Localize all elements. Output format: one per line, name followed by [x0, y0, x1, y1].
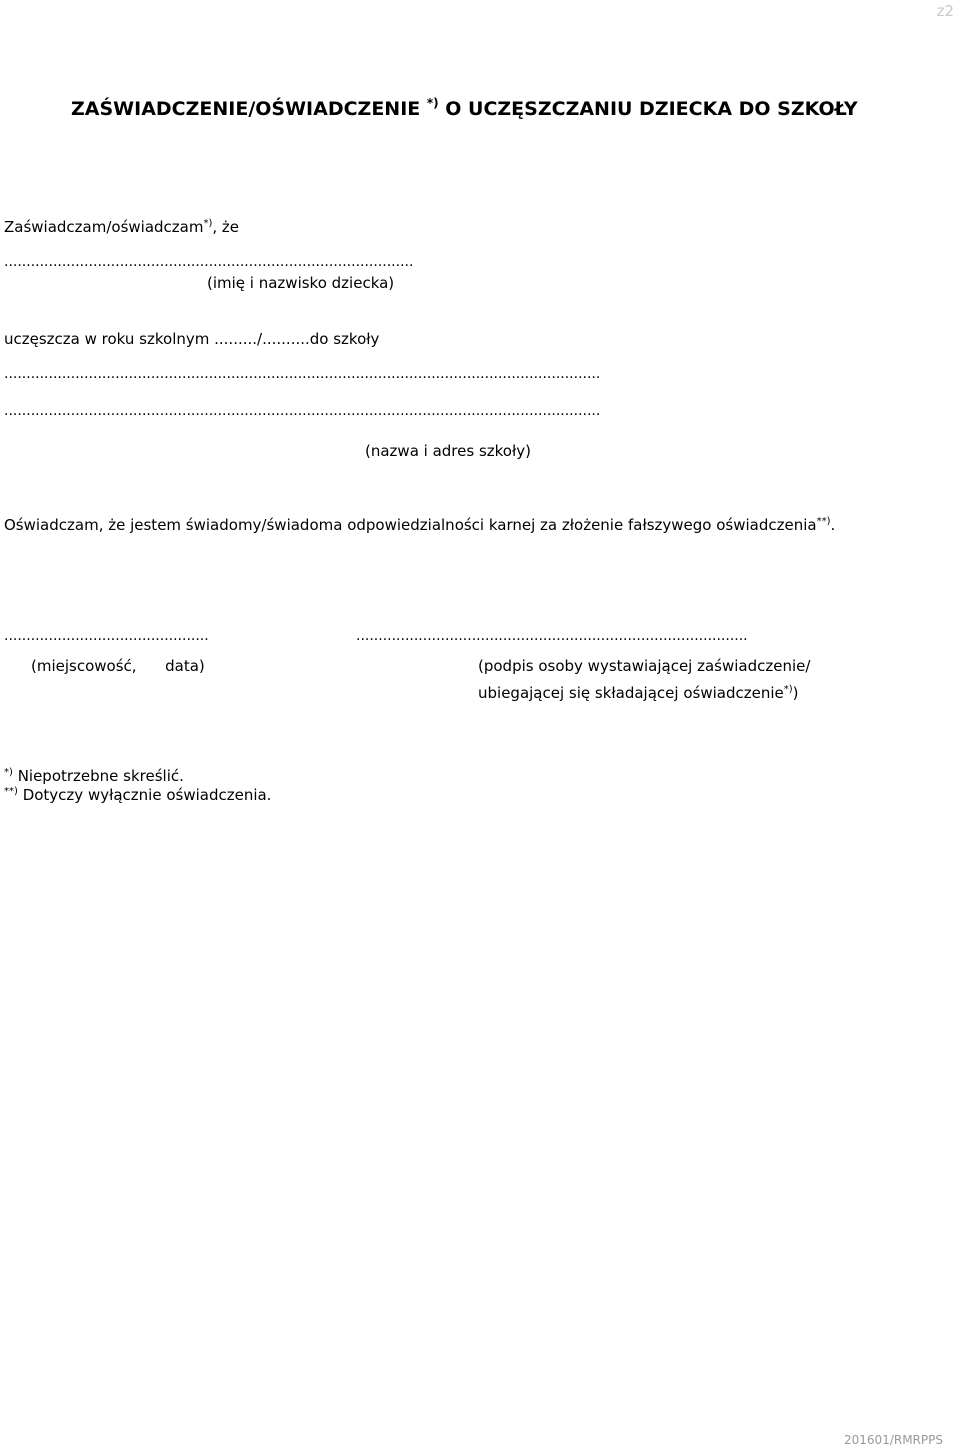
signature-field: ........................................................................................	[356, 628, 748, 644]
declaration-text: Oświadczam, że jestem świadomy/świadoma odpowiedzialności karnej za złożenie fałszywego oświadczenia**).	[4, 516, 836, 534]
signature-caption-line-2: ubiegającej się składającej oświadczenie*))	[478, 684, 799, 702]
school-year-line: uczęszcza w roku szkolnym ........./..........do szkoły	[4, 330, 380, 348]
school-caption: (nazwa i adres szkoły)	[365, 442, 531, 460]
school-field-line-2: ......................................................................................................................................	[4, 403, 601, 419]
school-field-line-1: ......................................................................................................................................	[4, 366, 601, 382]
place-date-field: ..............................................	[4, 628, 209, 644]
footnote-2: **) Dotyczy wyłącznie oświadczenia.	[4, 786, 272, 804]
place-date-caption: (miejscowość, data)	[31, 657, 205, 675]
child-name-caption: (imię i nazwisko dziecka)	[207, 274, 395, 292]
statement-line: Zaświadczam/oświadczam*), że	[4, 218, 240, 236]
page-marker: z2	[936, 2, 954, 20]
signature-caption-line-1: (podpis osoby wystawiającej zaświadczenie/	[478, 657, 811, 675]
document-title: ZAŚWIADCZENIE/OŚWIADCZENIE *) O UCZĘSZCZANIU DZIECKA DO SZKOŁY	[71, 96, 858, 120]
child-name-field: ............................................................................................	[4, 254, 414, 270]
footer-code: 201601/RMRPPS	[844, 1433, 943, 1447]
footnote-1: *) Niepotrzebne skreślić.	[4, 767, 184, 785]
